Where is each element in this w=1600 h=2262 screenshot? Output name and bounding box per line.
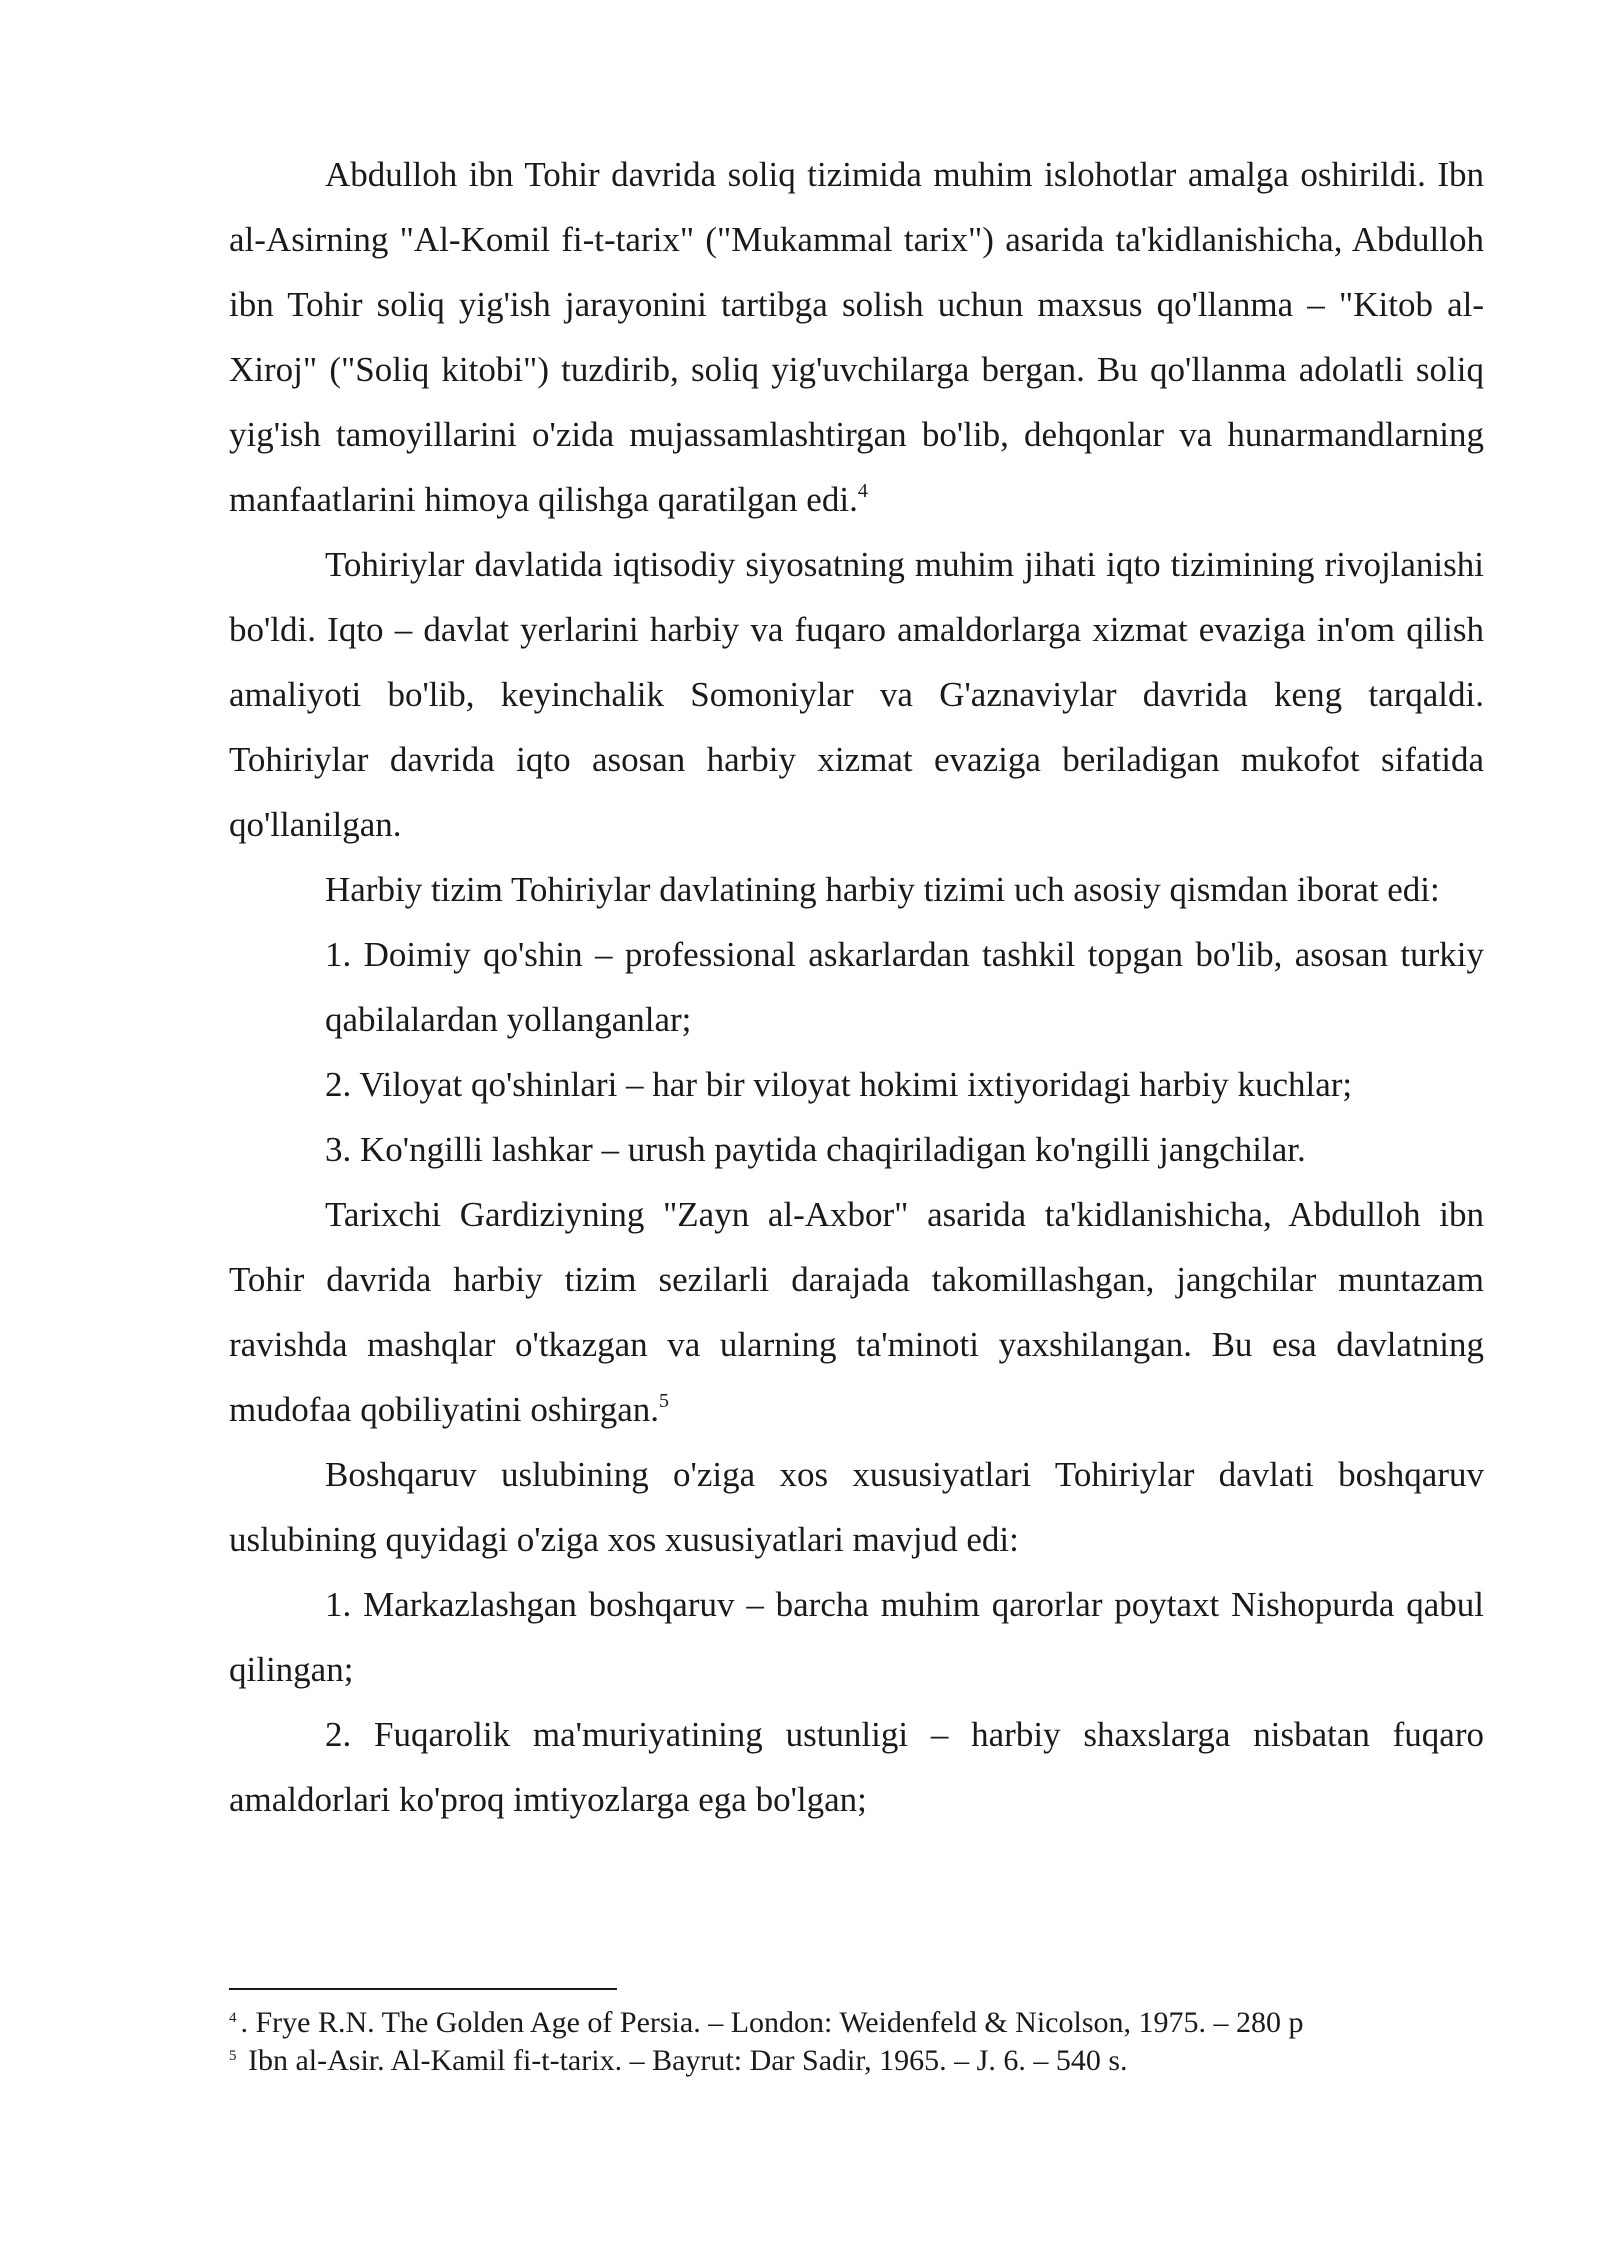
footnote-marker: 4 bbox=[229, 2010, 237, 2026]
footnotes bbox=[229, 2004, 1484, 2080]
paragraph-text: Harbiy tizim Tohiriylar davlatining harbiy tizimi uch asosiy qismdan iborat edi: bbox=[325, 870, 1440, 909]
list-item-text: 2. Viloyat qo'shinlari – har bir viloyat hokimi ixtiyoridagi harbiy kuchlar; bbox=[325, 1065, 1353, 1104]
paragraph-text: Tohiriylar davlatida iqtisodiy siyosatning muhim jihati iqto tizimining rivojlanishi bo'ldi. Iqto – davlat yerlarini harbiy va fuqaro amaldorlarga xizmat evaziga in'om qilish amaliyoti bo'lib, keyinchalik Somoniylar va G'aznaviylar davrida keng tarqaldi. Tohiriylar davrida iqto asosan harbiy xizmat evaziga beriladigan mukofot sifatida qo'llanilgan. bbox=[229, 545, 1484, 844]
footnote-4 bbox=[229, 2004, 1484, 2042]
body-text bbox=[229, 142, 1484, 1832]
list-item-military-3 bbox=[229, 1117, 1484, 1182]
paragraph-text: Tarixchi Gardiziyning "Zayn al-Axbor" asarida ta'kidlanishicha, Abdulloh ibn Tohir davrida harbiy tizim sezilarli darajada takomillashgan, jangchilar muntazam ravishda mashqlar o'tkazgan va ularning ta'minoti yaxshilangan. Bu esa davlatning mudofaa qobiliyatini oshirgan. bbox=[229, 1195, 1484, 1429]
list-item-governance-1 bbox=[229, 1572, 1484, 1702]
paragraph-iqto bbox=[229, 532, 1484, 857]
paragraph-text: Boshqaruv uslubining o'ziga xos xususiyatlari Tohiriylar davlati boshqaruv uslubining quyidagi o'ziga xos xususiyatlari mavjud edi: bbox=[229, 1455, 1484, 1559]
list-item-text: 1. Markazlashgan boshqaruv – barcha muhim qarorlar poytaxt Nishopurda qabul qilingan; bbox=[229, 1585, 1484, 1689]
footnote-separator bbox=[229, 1988, 617, 1990]
footnote-text: . Frye R.N. The Golden Age of Persia. – London: Weidenfeld & Nicolson, 1975. – 280 p bbox=[240, 2006, 1304, 2039]
paragraph-military-intro bbox=[229, 857, 1484, 922]
paragraph-text: Abdulloh ibn Tohir davrida soliq tizimida muhim islohotlar amalga oshirildi. Ibn al-Asirning "Al-Komil fi-t-tarix" ("Mukammal tarix") asarida ta'kidlanishicha, Abdulloh ibn Tohir soliq yig'ish jarayonini tartibga solish uchun maxsus qo'llanma – "Kitob al-Xiroj" ("Soliq kitobi") tuzdirib, soliq yig'uvchilarga bergan. Bu qo'llanma adolatli soliq yig'ish tamoyillarini o'zida mujassamlashtirgan bo'lib, dehqonlar va hunarmandlarning manfaatlarini himoya qilishga qaratilgan edi. bbox=[229, 155, 1484, 519]
list-item-military-2 bbox=[229, 1052, 1484, 1117]
list-item-text: 3. Ko'ngilli lashkar – urush paytida chaqiriladigan ko'ngilli jangchilar. bbox=[325, 1130, 1306, 1169]
footnote-ref-5: 5 bbox=[658, 1390, 669, 1412]
list-item-military-1 bbox=[229, 922, 1484, 1052]
paragraph-governance-intro bbox=[229, 1442, 1484, 1572]
footnote-text: Ibn al-Asir. Al-Kamil fi-t-tarix. – Bayrut: Dar Sadir, 1965. – J. 6. – 540 s. bbox=[240, 2044, 1128, 2077]
footnote-ref-4: 4 bbox=[857, 480, 868, 502]
list-item-governance-2 bbox=[229, 1702, 1484, 1832]
footnote-5 bbox=[229, 2042, 1484, 2080]
list-item-text: 2. Fuqarolik ma'muriyatining ustunligi – harbiy shaxslarga nisbatan fuqaro amaldorlari ko'proq imtiyozlarga ega bo'lgan; bbox=[229, 1715, 1484, 1819]
list-item-text: 1. Doimiy qo'shin – professional askarlardan tashkil topgan bo'lib, asosan turkiy qabilalardan yollanganlar; bbox=[325, 935, 1484, 1039]
footnote-marker: 5 bbox=[229, 2048, 237, 2064]
paragraph-tax-reform bbox=[229, 142, 1484, 532]
paragraph-gardizi bbox=[229, 1182, 1484, 1442]
